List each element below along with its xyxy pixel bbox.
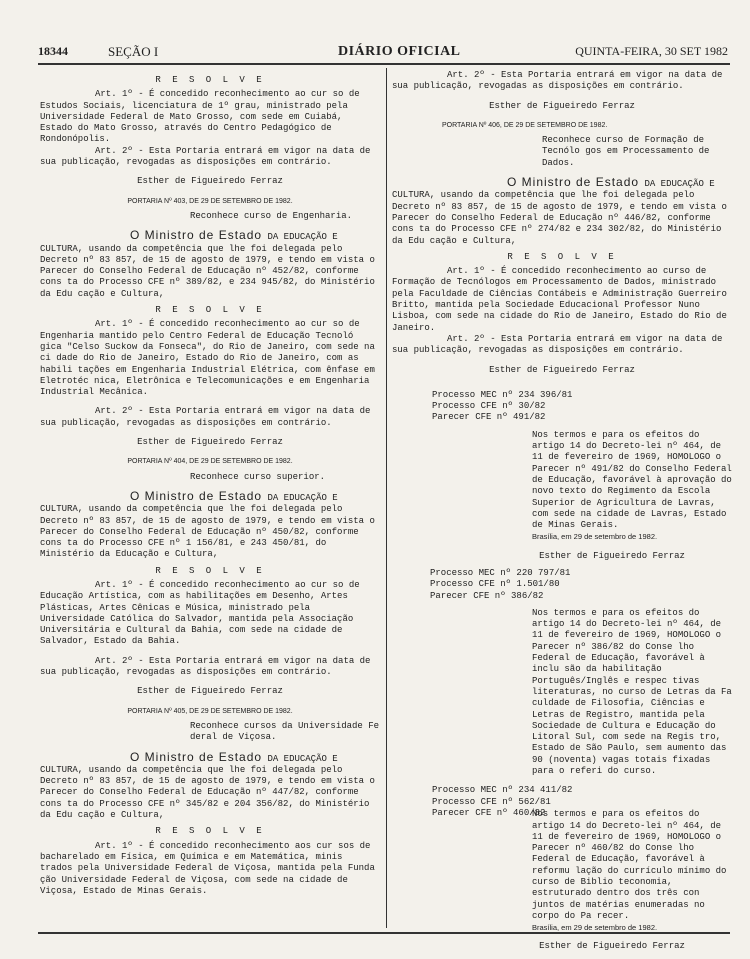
minister-title: O Ministro de Estado — [130, 749, 263, 764]
process-line: Processo CFE nº 30/82 — [432, 401, 546, 412]
minister-text: DA EDUCAÇÃO E CULTURA, usando da competência que lhe foi delegada pelo Decreto nº 83 857, de 15 de agosto de 1979, e tendo em vista o Parecer do Conselho Federal de Educação nº 452/82, conforme cons ta do Processo CFE nº 389/82, e 234 945/82, do Ministério da Edu cação e Cultura, — [40, 232, 381, 299]
date-line: Brasília, em 29 de setembro de 1982. — [532, 532, 658, 542]
minister-text: DA EDUCAÇÃO E CULTURA, usando da competência que lhe foi delegada pelo Decreto nº 83 857, de 15 de agosto de 1979, e tendo em vista o Parecer do Conselho Federal de Educação nº 446/82, conforme cons ta do Processo CFE nº 274/82 e 234 302/82, do Ministério da Edu cação e Cultura, — [392, 179, 733, 246]
process-line: Parecer CFE nº 491/82 — [432, 412, 546, 423]
resolve-heading: R E S O L V E — [155, 565, 265, 576]
process-line: Parecer CFE nº 460/82 — [432, 807, 546, 818]
process-line: Processo CFE nº 1.501/80 — [430, 579, 560, 590]
portaria-subject: Reconhece curso superior. — [190, 471, 326, 482]
minister-title: O Ministro de Estado — [130, 488, 263, 503]
homologation-text: Nos termos e para os efeitos do artigo 14 do Decreto-lei nº 464, de 11 de fevereiro de 1969, HOMOLOGO o Parecer nº 386/82 do Conse lho Federal de Educação, favorável à inclu são da habilitação Português/Inglês e respec tivas literaturas, no curso de Letras da Fa culdade de Filosofia, Ciências e Letras de Registro, mantida pela Sociedade de Cultura e Educação do Litoral Sul, com sede na Regis tro, Estado de São Paulo, sem aumento das 90 (noventa) vagas totais fixadas para o referi do curso. — [532, 607, 738, 777]
portaria-heading: PORTARIA Nº 405, DE 29 DE SETEMBRO DE 1982. — [127, 707, 293, 715]
article-text: Art. 2º - Esta Portaria entrará em vigor na data de sua publicação, revogadas as disposições em contrário. — [40, 406, 376, 428]
process-line: Parecer CFE nº 386/82 — [430, 590, 544, 601]
portaria-heading: PORTARIA Nº 404, DE 29 DE SETEMBRO DE 1982. — [127, 458, 293, 466]
process-line: Processo MEC nº 234 396/81 — [432, 389, 573, 400]
publication-date: QUINTA-FEIRA, 30 SET 1982 — [575, 44, 728, 58]
homologation-text: Nos termos e para os efeitos do artigo 14 do Decreto-lei nº 464, de 11 de fevereiro de 1969, HOMOLOGO o Parecer nº 460/82 do Conse lho Federal de Educação, favorável à reformu lação do currículo mínimo do curso de Biblio teconomia, estruturado dentro dos três con juntos de matérias enumeradas no corpo do Pa recer. — [532, 809, 732, 921]
minister-text: DA EDUCAÇÃO E CULTURA, usando da competência que lhe foi delegada pelo Decreto nº 83 857, de 15 de agosto de 1979, e tendo em vista o Parecer do Conselho Federal de Educação nº 447/82, conforme cons ta do Processo CFE nº 345/82 e 204 356/82, do Ministério da Edu cação e Cultura, — [40, 753, 381, 821]
section-label: SEÇÃO I — [108, 44, 159, 59]
process-line: Processo MEC nº 234 411/82 — [432, 785, 573, 796]
minister-title: O Ministro de Estado — [507, 175, 640, 190]
minister-text: DA EDUCAÇÃO E CULTURA, usando da competência que lhe foi delegada pelo Decreto nº 83 857, de 15 de agosto de 1979, e tendo em vista o Parecer do Conselho Federal de Educação nº 450/82, conforme cons ta do Processo CFE nº 1 156/81, e 243 450/81, do Ministério da Educação e Cultura, — [40, 492, 381, 560]
article-text: Art. 2º - Esta Portaria entrará em vigor na data de sua publicação, revogadas as disposições em contrário. — [392, 70, 728, 92]
header-rule — [38, 63, 730, 65]
article-text: Art. 1º - É concedido reconhecimento ao cur so de Engenharia mantido pelo Centro Federal de Educação Tecnoló gica "Celso Suckow da Fonseca", do Rio de Janeiro, com sede na ci dade do Rio de Janeiro, Estado do Rio de Janeiro, com as habili tações em Engenharia Industrial Elétrica, com ênfase em Eletrotéc nica, Eletrônica e Telecomunicações e em Engenharia Industrial Mecânica. — [40, 319, 381, 398]
article-text: Art. 2º - Esta Portaria entrará em vigor na data de sua publicação, revogadas as disposições em contrário. — [392, 333, 728, 356]
signature: Esther de Figueiredo Ferraz — [539, 550, 685, 561]
article-text: Art. 1º - É concedido reconhecimento aos cur sos de bacharelado em Física, em Química e em Matemática, minis trados pela Universidade Federal de Viçosa, mantida pela Funda ção Universidade Federal de Viçosa, com sede na cidade de Viçosa, Estado de Minas Gerais. — [40, 840, 381, 896]
portaria-subject: Reconhece cursos da Universidade Fe deral de Viçosa. — [190, 720, 385, 743]
signature: Esther de Figueiredo Ferraz — [137, 176, 283, 187]
portaria-heading: PORTARIA Nº 406, DE 29 DE SETEMBRO DE 1982. — [442, 121, 608, 129]
portaria-subject: Reconhece curso de Formação de Tecnólo gos em Processamento de Dados. — [542, 135, 715, 168]
page-header — [38, 44, 728, 62]
signature: Esther de Figueiredo Ferraz — [489, 100, 635, 111]
minister-title: O Ministro de Estado — [130, 228, 263, 243]
column-divider — [386, 68, 387, 928]
article-text: Art. 2º - Esta Portaria entrará em vigor na data de sua publicação, revogadas as disposições em contrário. — [40, 145, 376, 168]
page-number: 18344 — [38, 44, 68, 58]
resolve-heading: R E S O L V E — [155, 75, 265, 85]
date-line: Brasília, em 29 de setembro de 1982. — [532, 923, 658, 933]
publication-title: DIÁRIO OFICIAL — [338, 44, 461, 59]
homologation-text: Nos termos e para os efeitos do artigo 14 do Decreto-lei nº 464, de 11 de fevereiro de 1969, HOMOLOGO o Parecer nº 491/82 do Conselho Federal de Educação, favorável à aprovação do novo texto do Regimento da Escola Superior de Agricultura de Lavras, com sede na cidade de Lavras, Estado de Minas Gerais. — [532, 429, 738, 531]
resolve-heading: R E S O L V E — [155, 826, 265, 837]
resolve-heading: R E S O L V E — [155, 305, 265, 316]
right-column — [392, 70, 738, 959]
article-text: Art. 2º - Esta Portaria entrará em vigor na data de sua publicação, revogadas as disposições em contrário. — [40, 655, 376, 678]
signature: Esther de Figueiredo Ferraz — [137, 437, 283, 448]
article-text: Art. 1º - É concedido reconhecimento ao cur so de Estudos Sociais, licenciatura de 1º grau, ministrado pela Universidade Federal de Mato Grosso, com sede em Cuiabá, Estado do Mato Grosso, através do Centro Pedagógico de Rondonópolis. — [40, 89, 366, 145]
signature: Esther de Figueiredo Ferraz — [137, 686, 283, 697]
process-line: Processo MEC nº 220 797/81 — [430, 567, 571, 578]
resolve-heading: R E S O L V E — [507, 251, 617, 262]
process-line: Processo CFE nº 562/81 — [432, 796, 551, 807]
portaria-subject: Reconhece curso de Engenharia. — [190, 210, 353, 221]
article-text: Art. 1º - É concedido reconhecimento ao curso de Formação de Tecnólogos em Processamento de Dados, ministrado pela Faculdade de Ciências Contábeis e Administração Guerreiro Britto, mantida pela Sociedade Educacional Professor Nuno Lisboa, com sede na cidade do Rio de Janeiro, Estado do Rio de Janeiro. — [392, 266, 733, 333]
signature: Esther de Figueiredo Ferraz — [539, 941, 685, 952]
signature: Esther de Figueiredo Ferraz — [489, 364, 635, 375]
article-text: Art. 1º - É concedido reconhecimento ao cur so de Educação Artística, com as habilitações em Desenho, Artes Plásticas, Artes Cênicas e Música, ministrado pela Universidade Católica do Salvador, mantida pela Associação Universitária e Cultural da Bahia, com sede na cidade de Salvador, Estado da Bahia. — [40, 579, 366, 647]
portaria-heading: PORTARIA Nº 403, DE 29 DE SETEMBRO DE 1982. — [127, 197, 293, 205]
left-column — [40, 70, 385, 897]
